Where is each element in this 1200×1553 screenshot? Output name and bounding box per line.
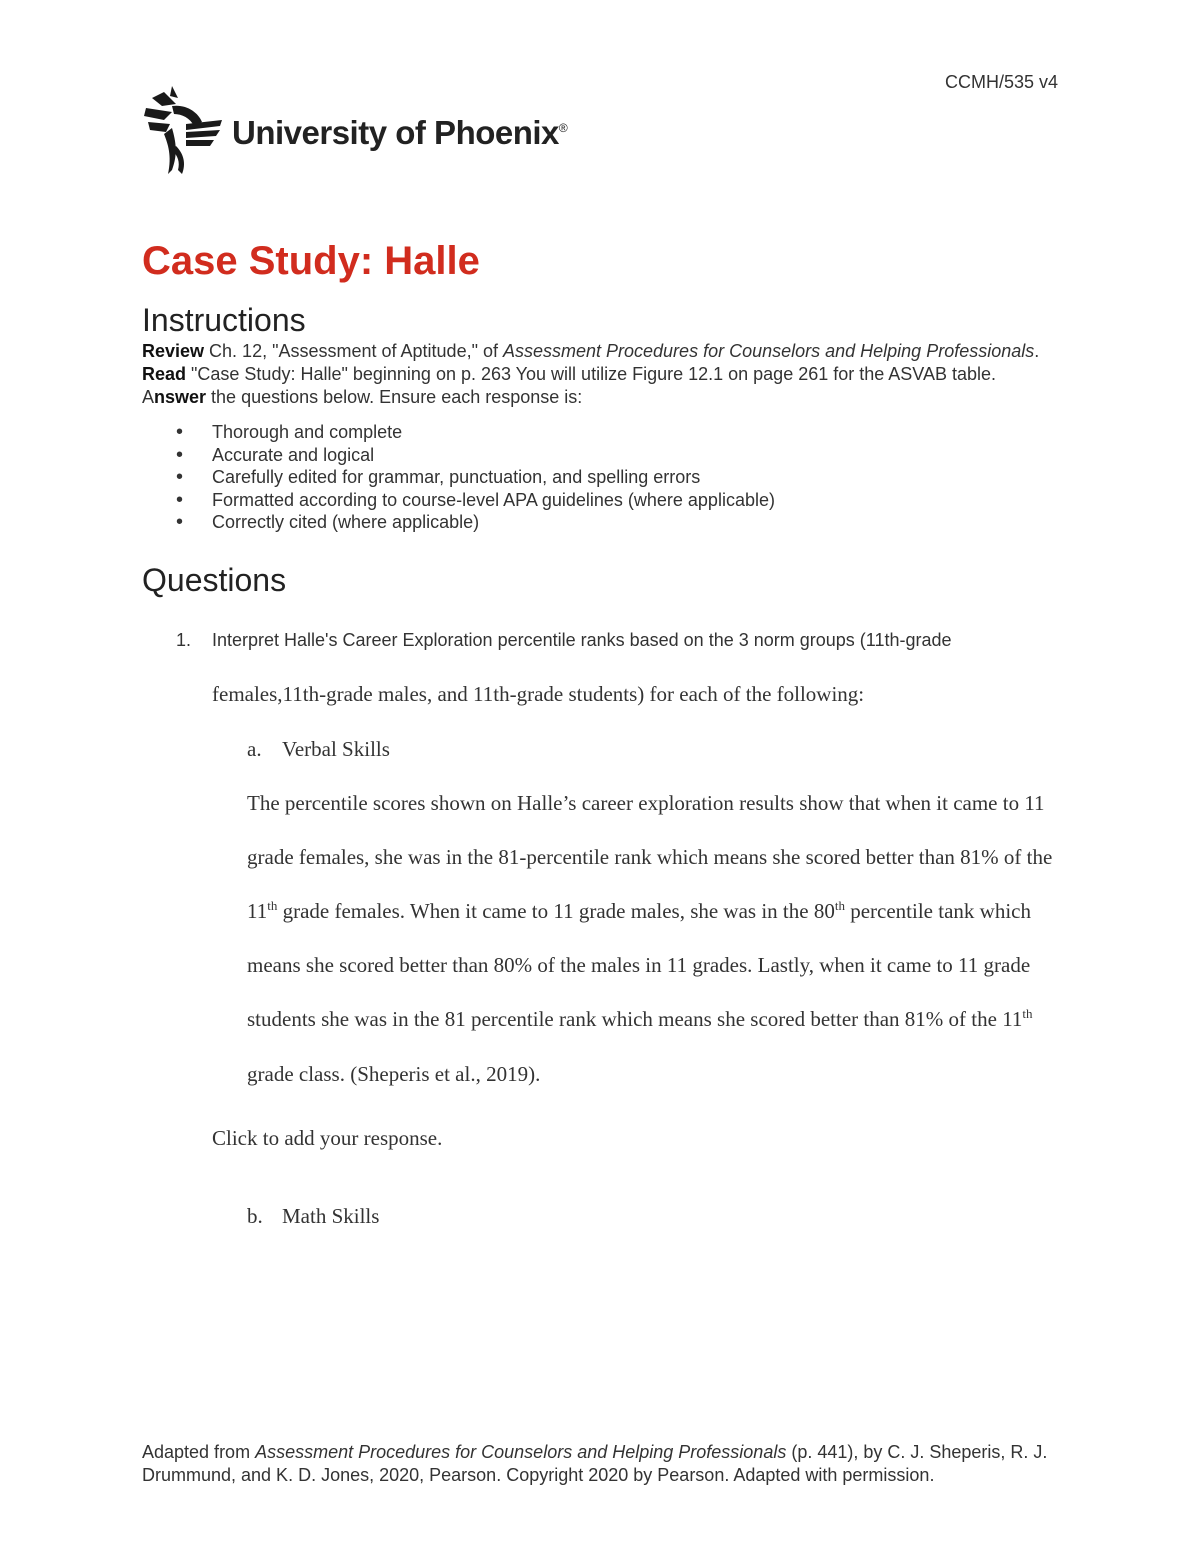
sub-question-b [142, 1189, 1060, 1243]
instructions-heading: Instructions [142, 302, 306, 338]
list-item: • Carefully edited for grammar, punctuation, and spelling errors [212, 466, 1060, 489]
document-body [142, 236, 1060, 1243]
phoenix-bird-icon [142, 84, 224, 176]
list-item: • Formatted according to course-level APA guidelines (where applicable) [212, 489, 1060, 512]
sub-question-label: Verbal Skills [282, 736, 390, 761]
question-number: 1. [176, 629, 192, 650]
question-1 [142, 614, 1060, 666]
footer-citation: Adapted from Assessment Procedures for Counselors and Helping Professionals (p. 441), by C. J. Sheperis, R. J. Drummund, and K. D. Jones, 2020, Pearson. Copyright 2020 by Pearson. Adapted with permission. [142, 1442, 1048, 1485]
course-code: CCMH/535 v4 [944, 72, 1058, 92]
university-logo [142, 84, 567, 176]
list-item: • Accurate and logical [212, 444, 1060, 467]
question-text: Interpret Halle's Career Exploration percentile ranks based on the 3 norm groups (11th-grade [212, 629, 952, 650]
review-instruction: Review Ch. 12, "Assessment of Aptitude," of Assessment Procedures for Counselors and Helping Professionals. [142, 341, 1040, 361]
sub-question-letter: a. [247, 736, 262, 761]
page-title: Case Study: Halle [142, 239, 480, 283]
logo-wordmark: University of Phoenix® [232, 114, 568, 151]
response-placeholder[interactable]: Click to add your response. [212, 1125, 443, 1150]
list-item: • Thorough and complete [212, 421, 1060, 444]
sub-question-letter: b. [247, 1203, 263, 1228]
list-item: • Correctly cited (where applicable) [212, 511, 1060, 534]
requirements-list [142, 421, 1060, 534]
question-text-continued: females,11th-grade males, and 11th-grade students) for each of the following: [212, 681, 865, 706]
sub-question-label: Math Skills [282, 1203, 380, 1228]
questions-heading: Questions [142, 561, 287, 598]
question-list [142, 614, 1060, 1243]
answer-verbal-skills[interactable]: The percentile scores shown on Halle’s career exploration results show that when it came to 11 grade females, she was in the 81-percentile rank which means she scored better than 81% of the 11th grade females. When it came to 11 grade males, she was in the 80th percentile tank which means she scored better than 80% of the males in 11 grades. Lastly, when it came to 11 grade students she was in the 81 percentile rank which means she scored better than 81% of the 11th grade class. (Sheperis et al., 2019). [247, 790, 1053, 1086]
read-instruction: Read "Case Study: Halle" beginning on p. 263 You will utilize Figure 12.1 on page 261 for the ASVAB table. Answer the questions below. Ensure each response is: [142, 364, 996, 407]
sub-question-a [142, 722, 1060, 776]
